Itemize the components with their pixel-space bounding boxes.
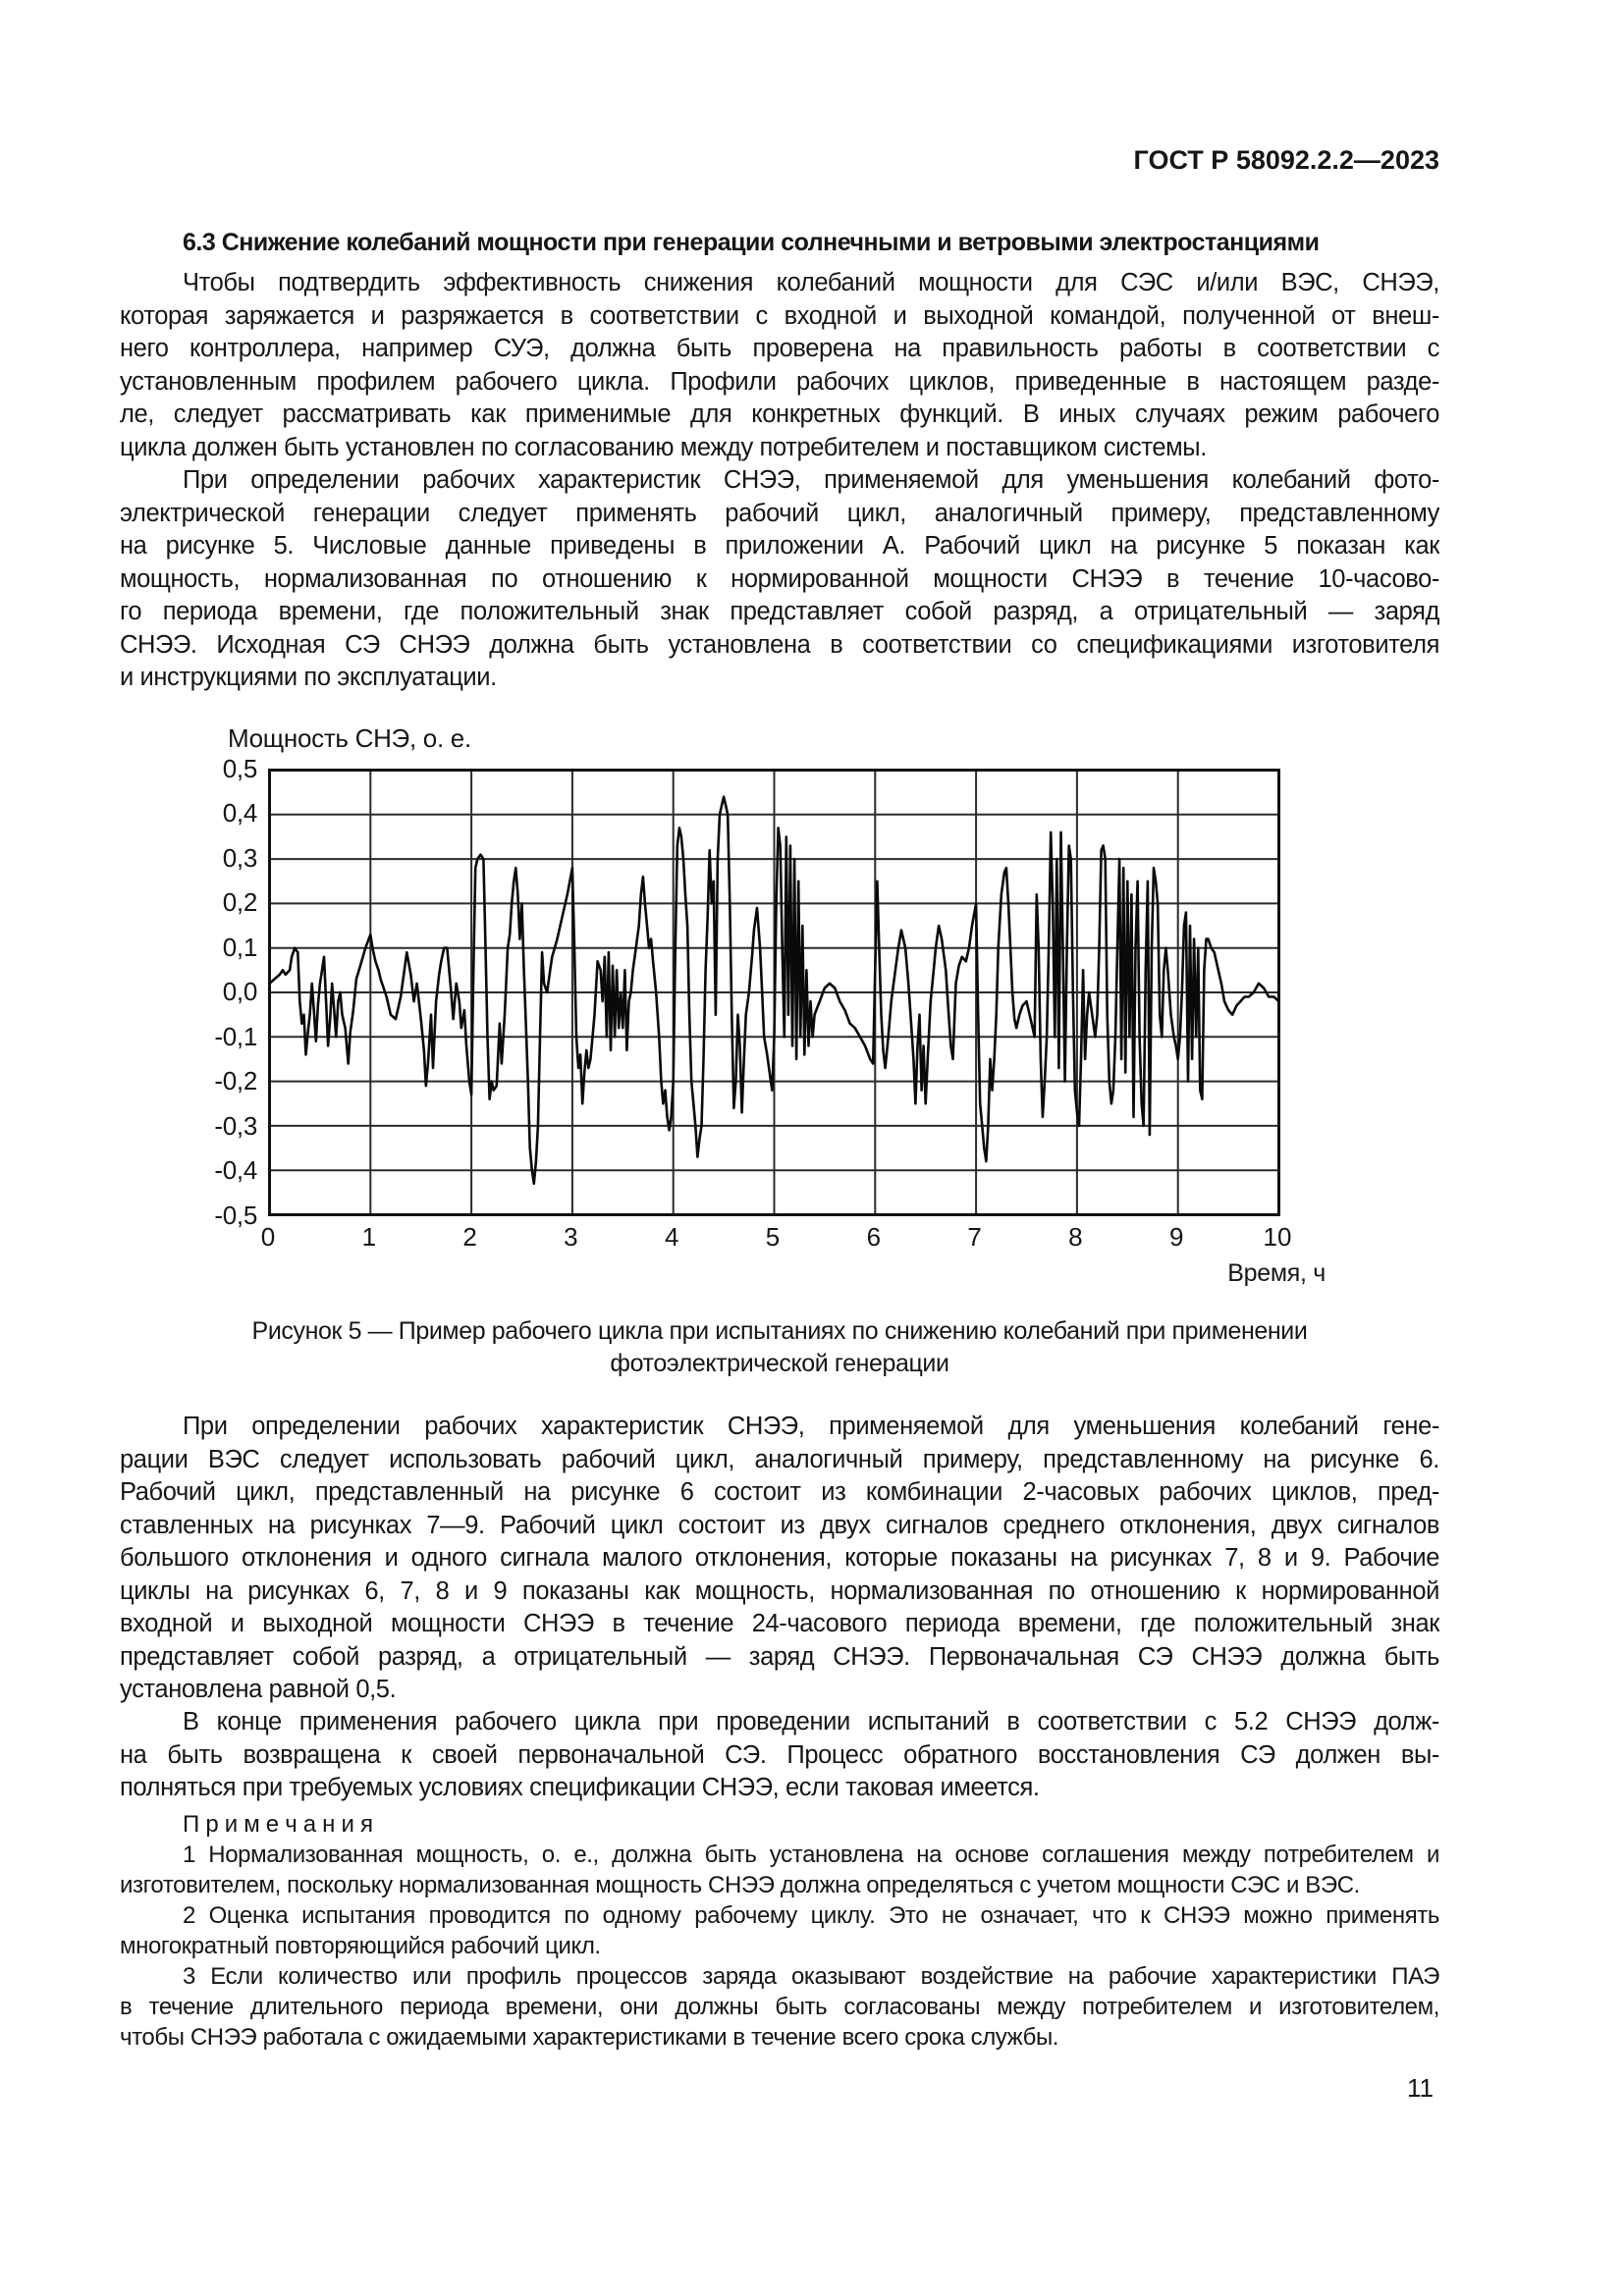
text-line: на рисунке 5. Числовые данные приведены в приложении А. Рабочий цикл на рисунке 5 показан как	[120, 532, 1439, 560]
chart-plot-area	[268, 769, 1280, 1216]
y-tick-label: 0,2	[222, 887, 257, 917]
text-line: чтобы СНЭЭ работала с ожидаемыми характеристиками в течение всего срока службы.	[120, 2024, 1059, 2051]
chart-y-axis-title: Мощность СНЭ, о. е.	[228, 723, 471, 753]
text-line: него контроллера, например СУЭ, должна быть проверена на правильность работы в соответствии с	[120, 335, 1439, 362]
text-line: 2 Оценка испытания проводится по одному рабочему циклу. Это не означает, что к СНЭЭ можно применять	[183, 1902, 1439, 1929]
x-tick-label: 7	[967, 1222, 982, 1252]
text-line: представляет собой разряд, а отрицательный — заряд СНЭЭ. Первоначальная СЭ СНЭЭ должна быть	[120, 1642, 1439, 1671]
text-line: мощность, нормализованная по отношению к нормированной мощности СНЭЭ в течение 10-часово-	[120, 564, 1439, 593]
x-tick-label: 9	[1168, 1222, 1184, 1252]
y-tick-label: 0,1	[222, 932, 257, 962]
text-line: которая заряжается и разряжается в соответствии с входной и выходной командой, полученной от внеш-	[120, 301, 1439, 330]
text-line: в течение длительного периода времени, они должны быть согласованы между потребителем и изготовителем,	[120, 1994, 1439, 2020]
section-heading: 6.3 Снижение колебаний мощности при генерации солнечными и ветровыми электростанциями	[183, 229, 1320, 256]
text-line: полняться при требуемых условиях спецификации СНЭЭ, если таковая имеется.	[120, 1774, 1040, 1801]
figure-caption-line: Рисунок 5 — Пример рабочего цикла при испытаниях по снижению колебаний при применении	[251, 1317, 1308, 1345]
text-line: В конце применения рабочего цикла при проведении испытаний в соответствии с 5.2 СНЭЭ долж-	[183, 1708, 1439, 1735]
text-line: ставленных на рисунках 7—9. Рабочий цикл состоит из двух сигналов среднего отклонения, двух сигналов	[120, 1511, 1439, 1539]
text-line: Рабочий цикл, представленный на рисунке 6 состоит из комбинации 2-часовых рабочих циклов, пред-	[120, 1478, 1439, 1506]
text-line: 1 Нормализованная мощность, о. е., должна быть установлена на основе соглашения между потребителем и	[183, 1842, 1439, 1868]
text-line: При определении рабочих характеристик СНЭЭ, применяемой для уменьшения колебаний гене-	[183, 1413, 1439, 1440]
document-header-title: ГОСТ Р 58092.2.2—2023	[1133, 145, 1439, 175]
y-tick-label: 0,3	[222, 842, 257, 873]
text-line: многократный повторяющийся рабочий цикл.	[120, 1933, 601, 1959]
text-line: ле, следует рассматривать как применимые для конкретных функций. В иных случаях режим рабочего	[120, 400, 1439, 428]
figure-caption-line: фотоэлектрической генерации	[610, 1350, 949, 1377]
text-line: цикла должен быть установлен по согласованию между потребителем и поставщиком системы.	[120, 433, 1207, 461]
text-line: входной и выходной мощности СНЭЭ в течение 24-часового периода времени, где положительный знак	[120, 1610, 1439, 1637]
text-line: и инструкциями по эксплуатации.	[120, 664, 497, 691]
x-tick-label: 2	[462, 1222, 477, 1252]
y-tick-label: -0,1	[214, 1021, 257, 1051]
text-line: рации ВЭС следует использовать рабочий цикл, аналогичный примеру, представленному на рисунке 6.	[120, 1445, 1439, 1473]
x-tick-label: 8	[1068, 1222, 1083, 1252]
y-tick-label: -0,2	[214, 1066, 257, 1095]
x-tick-label: 5	[765, 1222, 781, 1252]
y-tick-label: -0,5	[214, 1200, 257, 1230]
text-line: При определении рабочих характеристик СНЭЭ, применяемой для уменьшения колебаний фото-	[183, 466, 1439, 494]
body-paragraph-after-figure-1	[120, 1411, 1439, 1707]
body-paragraphs-before-figure	[120, 267, 1439, 695]
x-tick-label: 0	[260, 1222, 276, 1252]
text-line: на быть возвращена к своей первоначальной СЭ. Процесс обратного восстановления СЭ должен вы-	[120, 1740, 1439, 1769]
text-line: циклы на рисунках 6, 7, 8 и 9 показаны как мощность, нормализованная по отношению к нормированной	[120, 1576, 1439, 1605]
text-line: СНЭЭ. Исходная СЭ СНЭЭ должна быть установлена в соответствии со спецификациями изготовителя	[120, 630, 1439, 659]
x-tick-label: 6	[866, 1222, 882, 1252]
body-paragraph-after-figure-2	[120, 1706, 1439, 1805]
page-number: 11	[1407, 2073, 1434, 2103]
y-tick-label: 0,4	[222, 798, 257, 828]
text-line: установленным профилем рабочего цикла. Профили рабочих циклов, приведенные в настоящем разде-	[120, 367, 1439, 396]
text-line: большого отклонения и одного сигнала малого отклонения, которые показаны на рисунках 7, 8 и 9. Рабочие	[120, 1544, 1439, 1572]
y-tick-label: -0,4	[214, 1155, 257, 1185]
x-tick-label: 1	[361, 1222, 377, 1252]
notes-list	[120, 1840, 1439, 2053]
x-tick-label: 10	[1263, 1222, 1292, 1252]
x-tick-label: 4	[664, 1222, 679, 1252]
text-line: го периода времени, где положительный знак представляет собой разряд, а отрицательный — заряд	[120, 598, 1439, 625]
chart-x-axis-title: Время, ч	[1227, 1259, 1326, 1287]
line-chart-svg	[268, 769, 1280, 1216]
y-tick-label: -0,3	[214, 1110, 257, 1141]
text-line: Чтобы подтвердить эффективность снижения колебаний мощности для СЭС и/или ВЭС, СНЭЭ,	[183, 269, 1439, 296]
y-tick-label: 0,5	[222, 753, 257, 783]
text-line: установлена равной 0,5.	[120, 1676, 397, 1703]
text-line: 3 Если количество или профиль процессов заряда оказывают воздействие на рабочие характеристики ПАЭ	[183, 1963, 1439, 1990]
y-tick-label: 0,0	[222, 977, 257, 1006]
notes-header: П р и м е ч а н и я	[183, 1811, 373, 1838]
text-line: изготовителем, поскольку нормализованная мощность СНЭЭ должна определяться с учетом мощности СЭС и ВЭС.	[120, 1872, 1360, 1898]
figure-caption	[120, 1317, 1439, 1382]
x-tick-label: 3	[564, 1222, 578, 1252]
text-line: электрической генерации следует применять рабочий цикл, аналогичный примеру, представленному	[120, 499, 1439, 527]
